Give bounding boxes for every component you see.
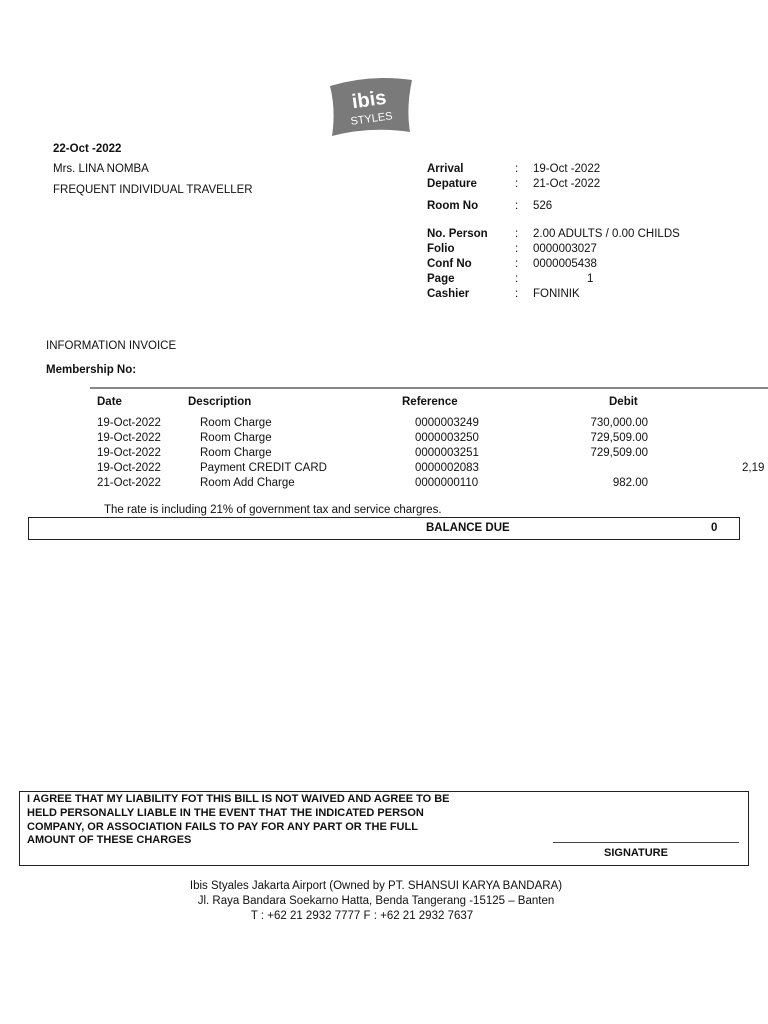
- col-header-reference: Reference: [402, 396, 458, 408]
- departure-colon: :: [515, 178, 519, 190]
- folio-label: Folio: [427, 243, 455, 255]
- signature-label: SIGNATURE: [604, 847, 668, 859]
- conf-label: Conf No: [427, 258, 472, 270]
- row-credit: 2,19: [742, 462, 765, 474]
- page-value: 1: [587, 273, 594, 285]
- membership-label: Membership No:: [46, 364, 137, 376]
- balance-box: [28, 517, 740, 540]
- footer-hotel-name: Ibis Styales Jakarta Airport (Owned by PT. SHANSUI KARYA BANDARA): [189, 880, 563, 892]
- persons-value: 2.00 ADULTS / 0.00 CHILDS: [533, 228, 680, 240]
- signature-line: [553, 842, 739, 843]
- room-colon: :: [515, 200, 519, 212]
- footer-contact: T : +62 21 2932 7777 F : +62 21 2932 7637: [250, 910, 474, 922]
- conf-colon: :: [515, 258, 519, 270]
- arrival-colon: :: [515, 163, 519, 175]
- page-label: Page: [427, 273, 455, 285]
- cashier-label: Cashier: [427, 288, 470, 300]
- conf-value: 0000005438: [533, 258, 597, 270]
- departure-value: 21-Oct -2022: [533, 178, 601, 190]
- col-header-date: Date: [97, 396, 122, 408]
- arrival-value: 19-Oct -2022: [533, 163, 601, 175]
- guest-type: FREQUENT INDIVIDUAL TRAVELLER: [53, 184, 253, 196]
- room-value: 526: [533, 200, 553, 212]
- row-date: 21-Oct-2022: [97, 477, 161, 489]
- row-description: Room Charge: [200, 417, 272, 429]
- row-date: 19-Oct-2022: [97, 462, 161, 474]
- folio-value: 0000003027: [533, 243, 597, 255]
- row-date: 19-Oct-2022: [97, 432, 161, 444]
- row-description: Payment CREDIT CARD: [200, 462, 327, 474]
- arrival-label: Arrival: [427, 163, 464, 175]
- row-date: 19-Oct-2022: [97, 417, 161, 429]
- row-reference: 0000000110: [415, 477, 479, 489]
- persons-label: No. Person: [427, 228, 488, 240]
- col-header-description: Description: [188, 396, 252, 408]
- row-debit: 729,509.00: [590, 432, 648, 444]
- row-reference: 0000003251: [415, 447, 479, 459]
- row-reference: 0000003249: [415, 417, 479, 429]
- invoice-title: INFORMATION INVOICE: [46, 340, 177, 352]
- room-label: Room No: [427, 200, 479, 212]
- row-debit: 982.00: [612, 477, 648, 489]
- cashier-value: FONINIK: [533, 288, 580, 300]
- row-description: Room Charge: [200, 432, 272, 444]
- logo-text-ibis: ibis: [350, 86, 388, 114]
- cashier-colon: :: [515, 288, 519, 300]
- footer-address: Jl. Raya Bandara Soekarno Hatta, Benda Tangerang -15125 – Banten: [197, 895, 555, 907]
- balance-due-label: BALANCE DUE: [426, 522, 510, 534]
- row-reference: 0000003250: [415, 432, 479, 444]
- row-description: Room Add Charge: [200, 477, 295, 489]
- row-debit: 730,000.00: [590, 417, 648, 429]
- ibis-styles-logo: [320, 72, 420, 144]
- col-header-debit: Debit: [609, 396, 638, 408]
- logo-text-styles: STYLES: [349, 110, 394, 128]
- row-date: 19-Oct-2022: [97, 447, 161, 459]
- rate-note: The rate is including 21% of government tax and service chargres.: [104, 504, 442, 516]
- row-description: Room Charge: [200, 447, 272, 459]
- balance-due-value: 0: [711, 522, 718, 534]
- departure-label: Depature: [427, 178, 477, 190]
- page-colon: :: [515, 273, 519, 285]
- agreement-text: I AGREE THAT MY LIABILITY FOT THIS BILL IS NOT WAIVED AND AGREE TO BE HELD PERSONALLY LIABLE IN THE EVENT THAT THE INDICATED PERSON COMPANY, OR ASSOCIATION FAILS TO PAY FOR ANY PART OR THE FULL AMOUNT OF THESE CHARGES: [27, 793, 450, 847]
- row-debit: 729,509.00: [590, 447, 648, 459]
- folio-colon: :: [515, 243, 519, 255]
- row-reference: 0000002083: [415, 462, 479, 474]
- invoice-date: 22-Oct -2022: [53, 143, 122, 155]
- guest-name: Mrs. LINA NOMBA: [53, 163, 149, 175]
- table-top-rule: [90, 387, 768, 389]
- persons-colon: :: [515, 228, 519, 240]
